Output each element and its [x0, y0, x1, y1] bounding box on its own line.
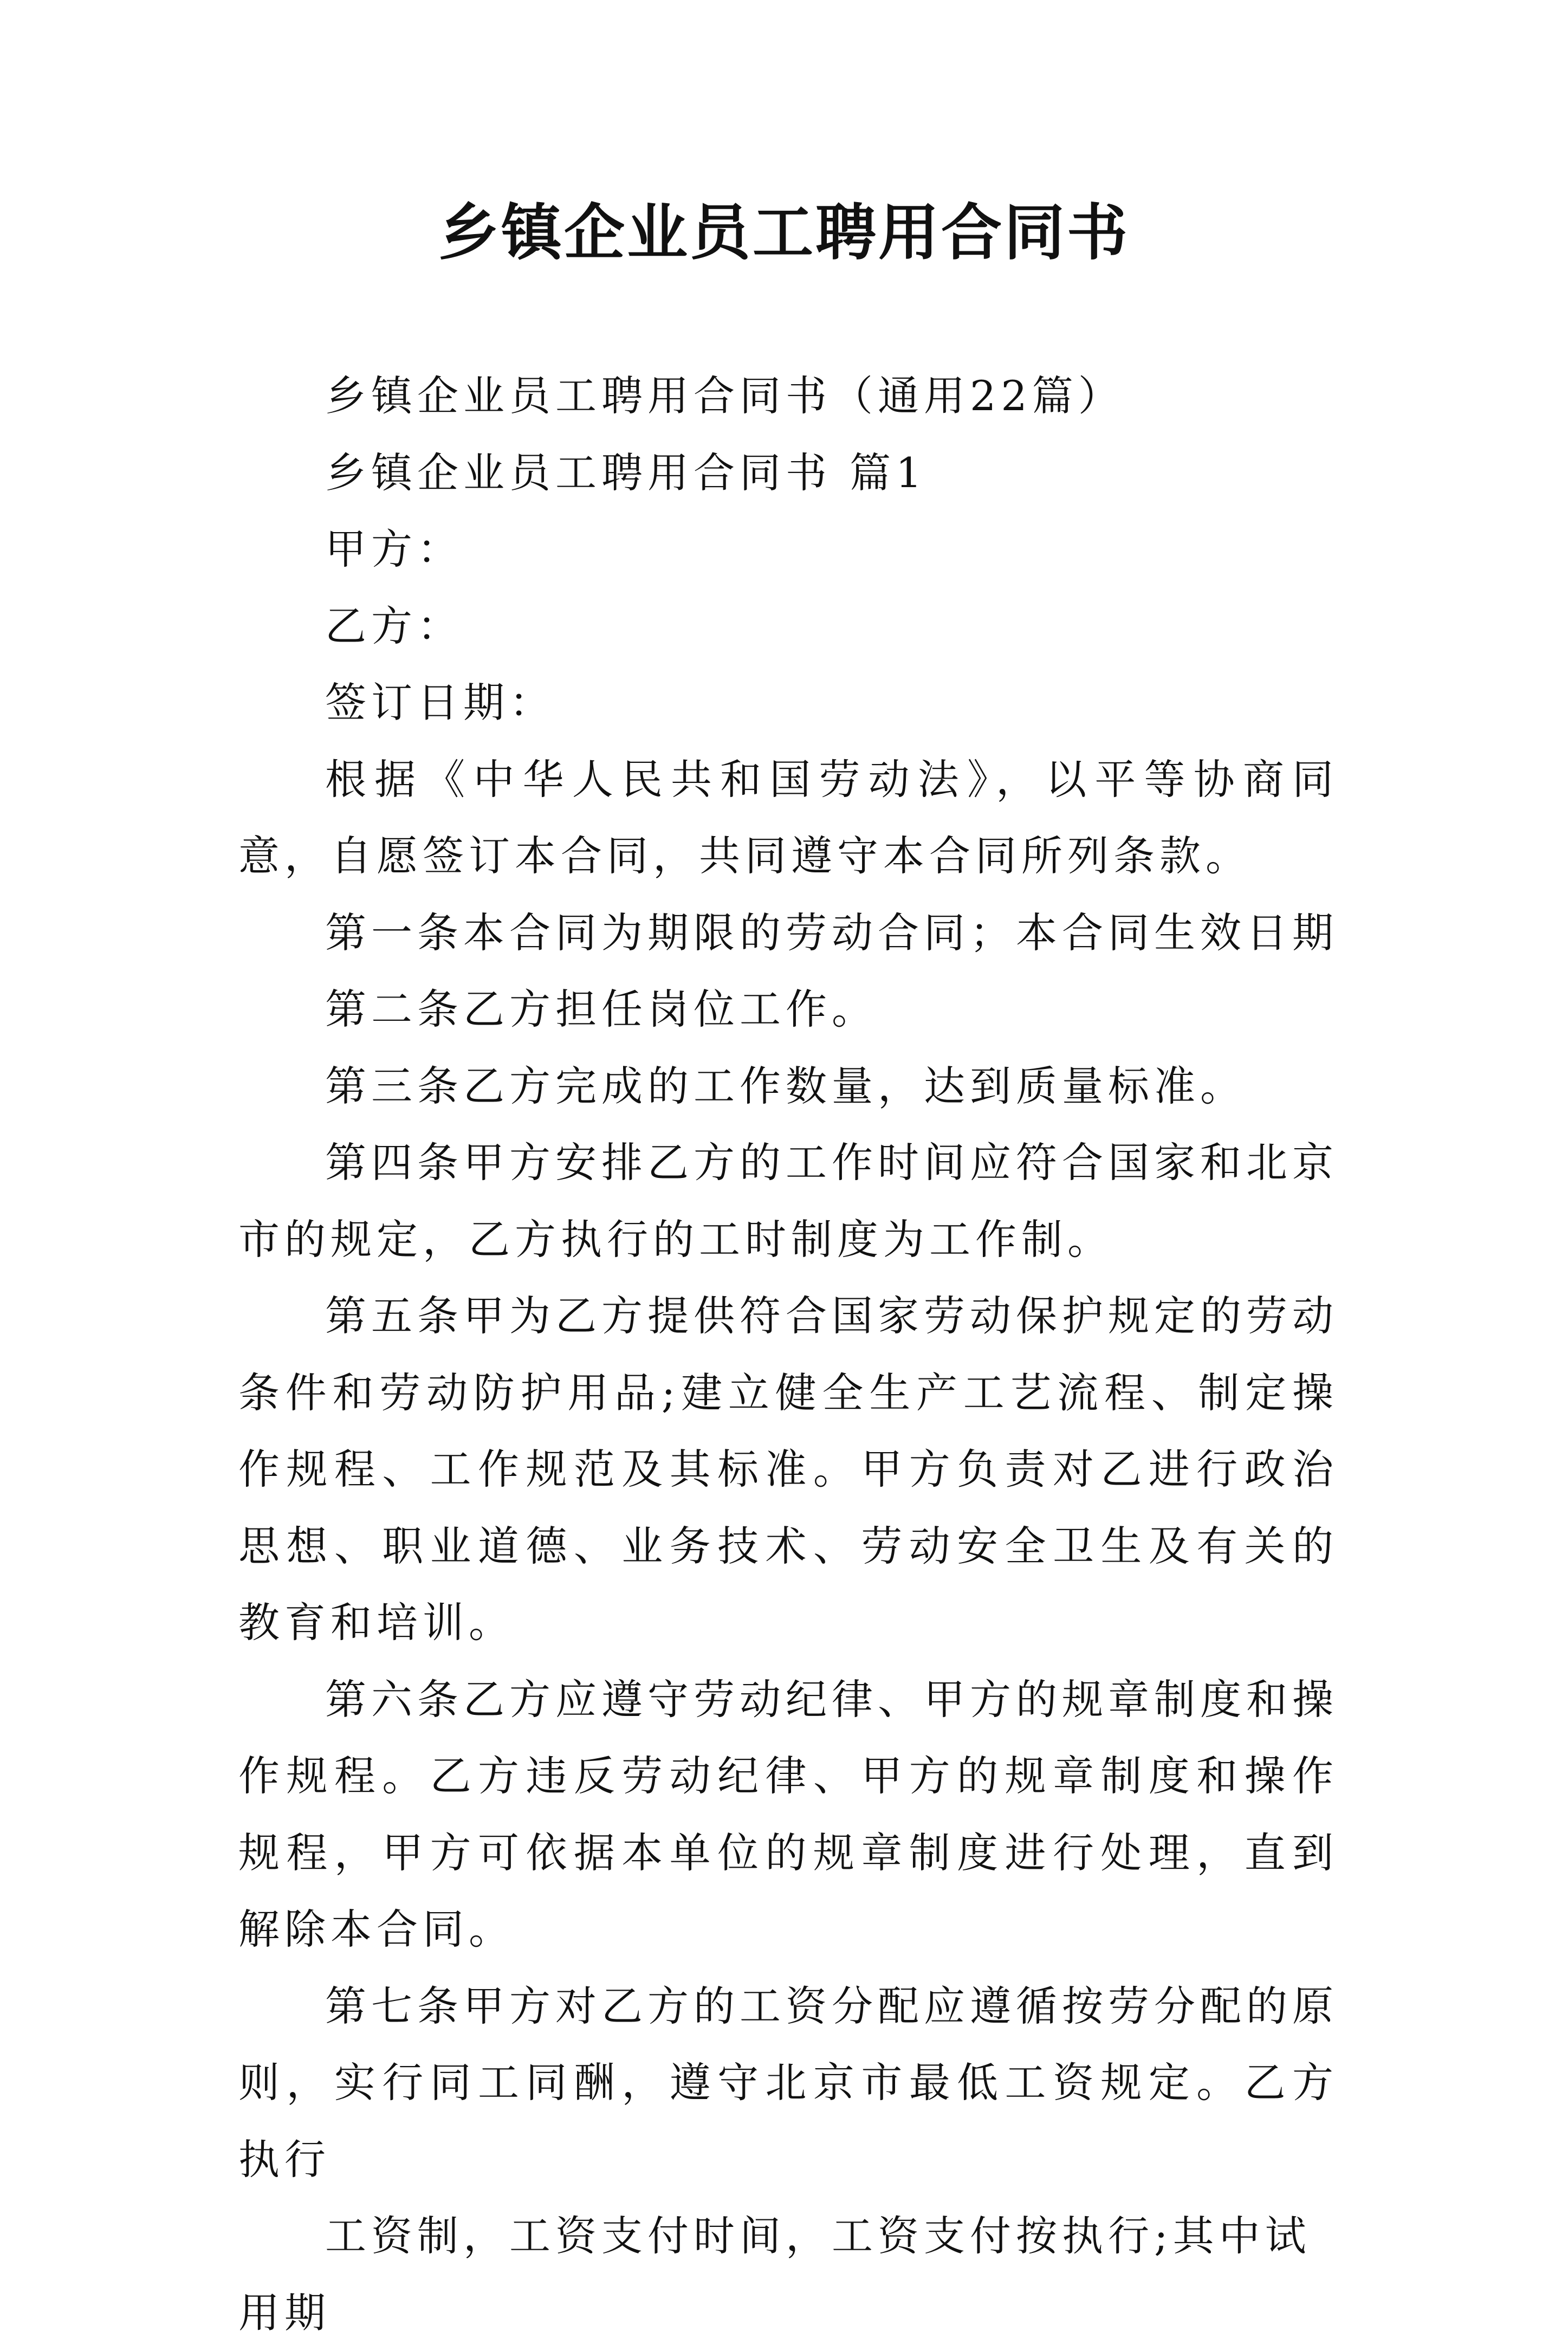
- article-3: 第三条乙方完成的工作数量，达到质量标准。: [325, 1061, 1246, 1110]
- article-6: 第六条乙方应遵守劳动纪律、甲方的规章制度和操作规程。乙方违反劳动纪律、甲方的规章制度和操作规程，甲方可依据本单位的规章制度进行处理，直到解除本合同。: [238, 1675, 1338, 1953]
- document-title: 乡镇企业员工聘用合同书: [438, 197, 1130, 268]
- doc-subtitle: 乡镇企业员工聘用合同书（通用22篇）: [325, 372, 1124, 420]
- section-heading: 乡镇企业员工聘用合同书 篇1: [325, 448, 927, 497]
- document-body: [238, 358, 1338, 2351]
- article-2: 第二条乙方担任岗位工作。: [325, 985, 878, 1033]
- party-a-line: 甲方：: [325, 525, 463, 573]
- preamble-paragraph: 根据《中华人民共和国劳动法》，以平等协商同意，自愿签订本合同，共同遵守本合同所列条款。: [238, 755, 1338, 880]
- article-1: 第一条本合同为期限的劳动合同；本合同生效日期: [325, 908, 1338, 957]
- article-7: 第七条甲方对乙方的工资分配应遵循按劳分配的原则，实行同工同酬，遵守北京市最低工资规定。乙方执行: [238, 1981, 1338, 2184]
- article-5: 第五条甲为乙方提供符合国家劳动保护规定的劳动条件和劳动防护用品;建立健全生产工艺流程、制定操作规程、工作规范及其标准。甲方负责对乙进行政治思想、职业道德、业务技术、劳动安全卫生及有关的教育和培训。: [238, 1292, 1338, 1647]
- party-b-line: 乙方：: [325, 601, 463, 650]
- signing-date-line: 签订日期：: [325, 678, 555, 727]
- article-7-continued: 工资制，工资支付时间，工资支付按执行;其中试用期: [238, 2212, 1311, 2337]
- article-4: 第四条甲方安排乙方的工作时间应符合国家和北京市的规定，乙方执行的工时制度为工作制。: [238, 1138, 1338, 1264]
